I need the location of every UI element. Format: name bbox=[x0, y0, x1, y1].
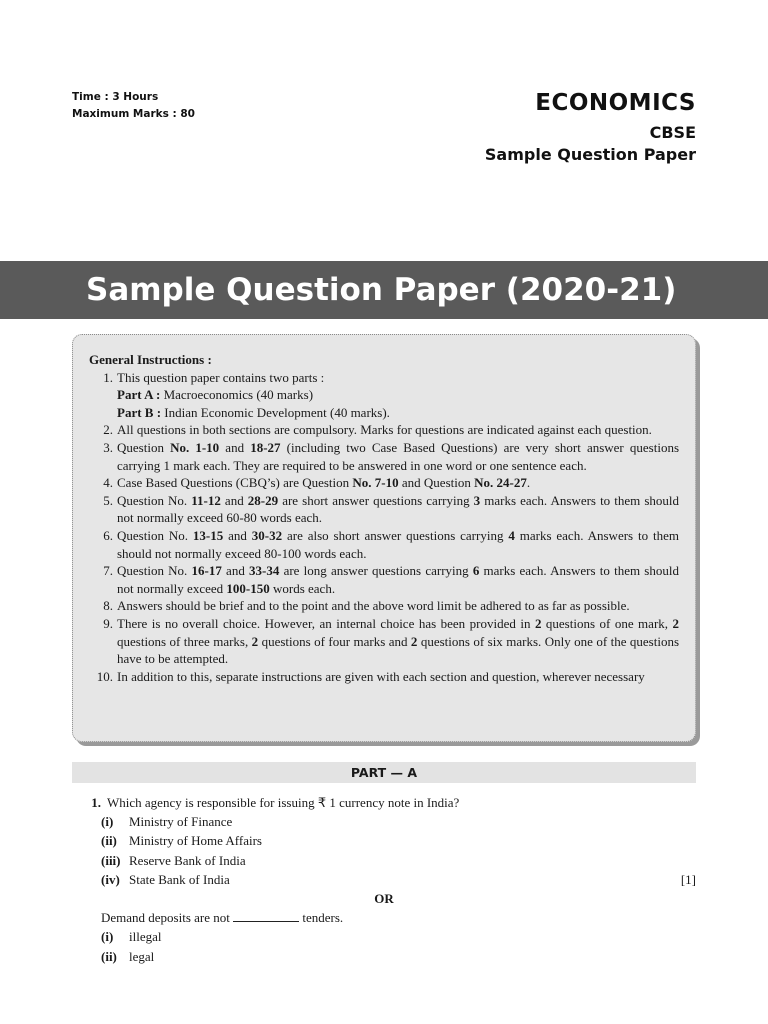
instructions-heading: General Instructions : bbox=[89, 352, 212, 367]
option-item: (i) illegal bbox=[101, 929, 162, 945]
max-marks-label: Maximum Marks : 80 bbox=[72, 108, 195, 120]
instruction-item: 6. Question No. 13-15 and 30-32 are also short answer questions carrying 4 marks each. Answers to them should not normally exceed 80-100 words each. bbox=[103, 527, 679, 561]
general-instructions-box bbox=[72, 334, 696, 742]
instruction-item: 2. All questions in both sections are compulsory. Marks for questions are indicated against each question. bbox=[103, 422, 652, 438]
title-banner bbox=[0, 261, 768, 319]
instruction-item: 3. Question No. 1-10 and 18-27 (including two Case Based Questions) are very short answer questions carrying 1 mark each. They are required to be answered in one word or one sentence each. bbox=[103, 439, 679, 473]
instruction-item: 8. Answers should be brief and to the point and the above word limit be adhered to as far as possible. bbox=[103, 598, 630, 614]
question-number: 1. bbox=[91, 795, 101, 810]
option-item: (i) Ministry of Finance bbox=[101, 814, 233, 830]
paper-kind: Sample Question Paper bbox=[484, 145, 696, 164]
alternate-question-text: Demand deposits are not tenders. bbox=[101, 910, 344, 926]
instruction-item: 5. Question No. 11-12 and 28-29 are short answer questions carrying 3 marks each. Answers to them should not normally exceed 60-80 words each. bbox=[103, 492, 679, 526]
option-item: (iv) State Bank of India [1] bbox=[72, 870, 696, 889]
instructions-list bbox=[89, 369, 679, 686]
option-item: (iii) Reserve Bank of India bbox=[101, 852, 246, 868]
option-item: (ii) legal bbox=[101, 948, 155, 964]
paper-brand bbox=[485, 88, 696, 166]
question-stem bbox=[72, 793, 696, 812]
marks-label: [1] bbox=[680, 871, 696, 887]
fill-blank bbox=[233, 911, 299, 922]
question-text: Which agency is responsible for issuing ₹ 1 currency note in India? bbox=[107, 795, 460, 810]
instruction-item: 10. In addition to this, separate instructions are given with each section and question, wherever necessary bbox=[96, 668, 645, 684]
question-1 bbox=[72, 793, 696, 966]
option-item: (ii) Ministry of Home Affairs bbox=[101, 833, 262, 849]
part-a-heading: PART — A bbox=[72, 762, 696, 783]
board-name: CBSE bbox=[649, 123, 696, 142]
instruction-item: 1. This question paper contains two parts : Part A : Macroeconomics (40 marks) Part B : Indian Economic Development (40 marks). bbox=[89, 369, 679, 422]
banner-title: Sample Question Paper (2020-21) bbox=[86, 272, 677, 308]
time-label: Time : 3 Hours bbox=[72, 91, 159, 103]
instruction-item: 9. There is no overall choice. However, an internal choice has been provided in 2 questions of one mark, 2 questions of three marks, 2 questions of four marks and 2 questions of six marks. Only one of the questions have to be attempted. bbox=[103, 615, 680, 667]
exam-meta bbox=[72, 89, 195, 123]
instruction-item: 7. Question No. 16-17 and 33-34 are long answer questions carrying 6 marks each. Answers to them should not normally exceed 100-150 words each. bbox=[103, 563, 679, 596]
or-separator: OR bbox=[374, 891, 394, 907]
part-b-line: Part B : Indian Economic Development (40 marks). bbox=[117, 404, 390, 420]
subject-title: ECONOMICS bbox=[535, 90, 696, 116]
part-a-line: Part A : Macroeconomics (40 marks) bbox=[117, 387, 314, 403]
instruction-item: 4. Case Based Questions (CBQ’s) are Question No. 7-10 and Question No. 24-27. bbox=[103, 475, 531, 491]
